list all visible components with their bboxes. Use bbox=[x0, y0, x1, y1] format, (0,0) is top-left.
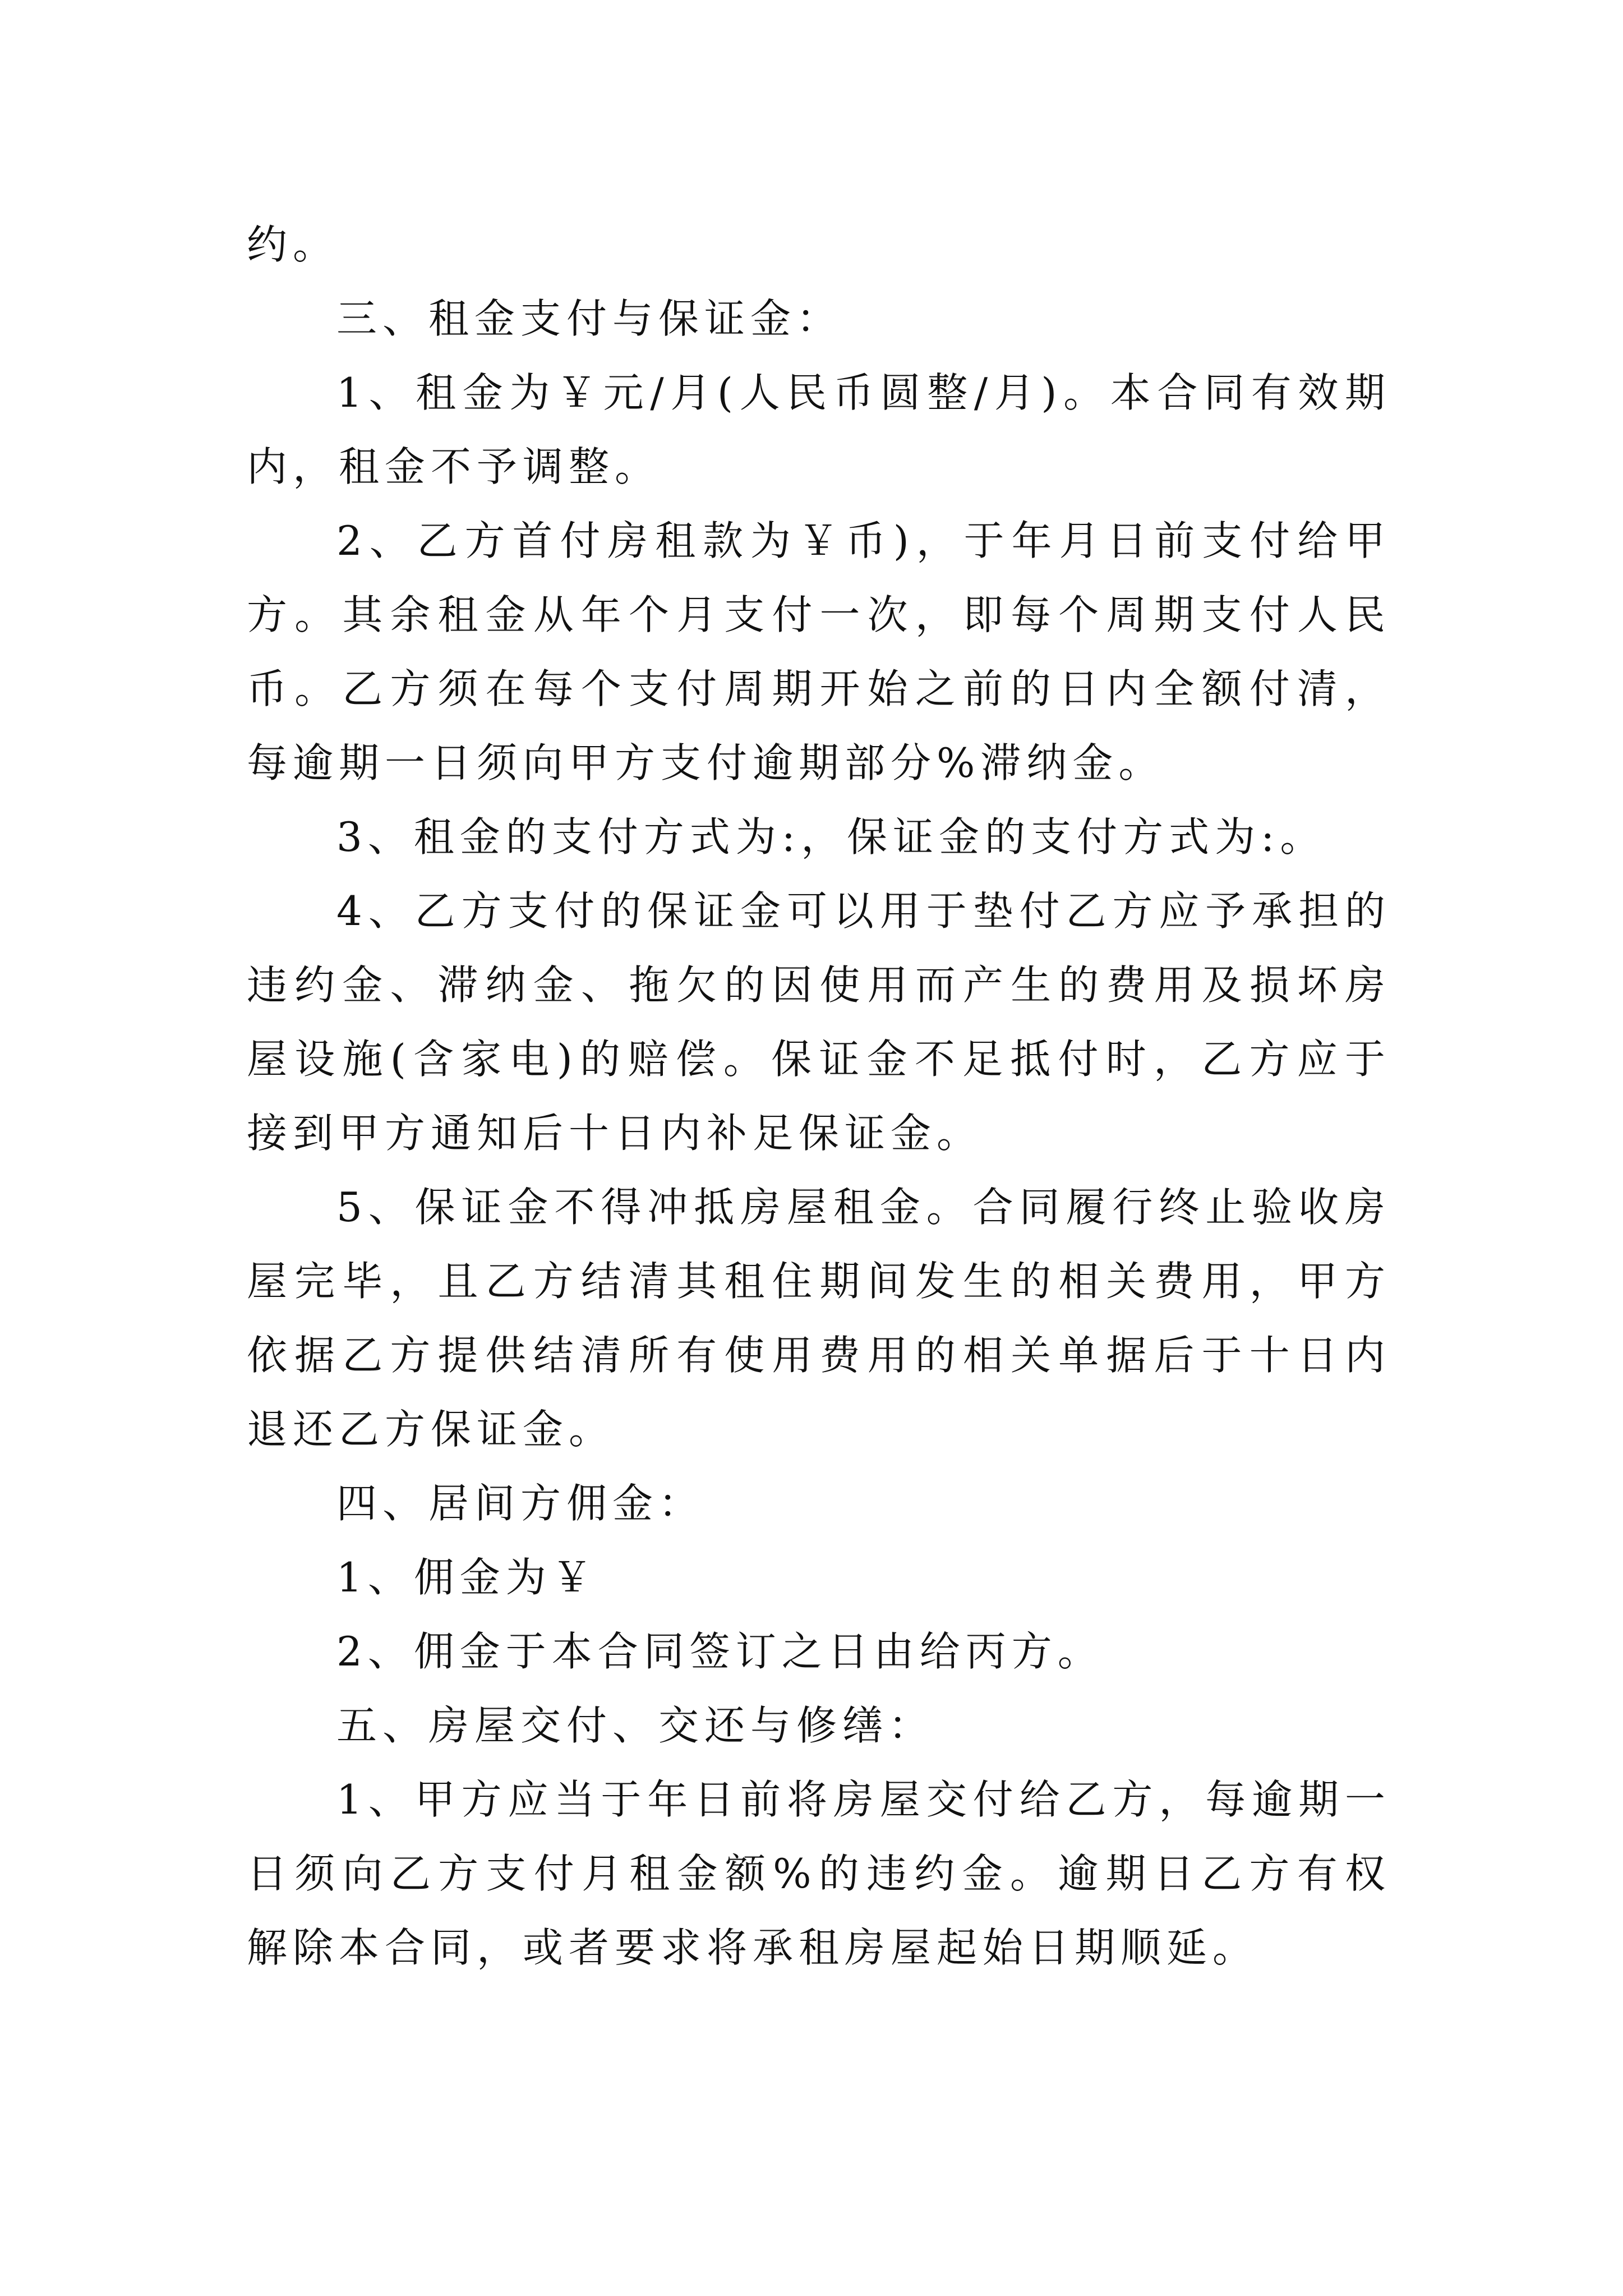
clause-commission-amount: 1、佣金为￥ bbox=[336, 1554, 598, 1601]
clause-handover-date: 1、甲方应当于年日前将房屋交付给乙方，每逾期一日须向乙方支付月租金额%的违约金。逾期日乙方有权解除本合同，或者要求将承租房屋起始日期顺延。 bbox=[247, 1776, 1391, 1971]
clause-commission-payment: 2、佣金于本合同签订之日由给丙方。 bbox=[336, 1628, 1104, 1675]
document-body bbox=[247, 208, 1391, 1985]
section-heading-rent-payment: 三、租金支付与保证金： bbox=[336, 295, 843, 342]
paragraph-continuation: 约。 bbox=[247, 221, 339, 268]
section-heading-commission: 四、居间方佣金： bbox=[336, 1480, 705, 1527]
clause-first-payment: 2、乙方首付房租款为￥币)，于年月日前支付给甲方。其余租金从年个月支付一次，即每个周期支付人民币。乙方须在每个支付周期开始之前的日内全额付清，每逾期一日须向甲方支付逾期部分%滞纳金。 bbox=[247, 517, 1391, 786]
clause-deposit-use: 4、乙方支付的保证金可以用于垫付乙方应予承担的违约金、滞纳金、拖欠的因使用而产生的费用及损坏房屋设施(含家电)的赔偿。保证金不足抵付时，乙方应于接到甲方通知后十日内补足保证金。 bbox=[247, 887, 1391, 1157]
clause-payment-method: 3、租金的支付方式为:，保证金的支付方式为:。 bbox=[336, 813, 1326, 861]
clause-rent-amount: 1、租金为￥元/月(人民币圆整/月)。本合同有效期内，租金不予调整。 bbox=[247, 369, 1391, 490]
clause-deposit-refund: 5、保证金不得冲抵房屋租金。合同履行终止验收房屋完毕，且乙方结清其租住期间发生的相关费用，甲方依据乙方提供结清所有使用费用的相关单据后于十日内退还乙方保证金。 bbox=[247, 1184, 1391, 1453]
section-heading-handover: 五、房屋交付、交还与修缮： bbox=[336, 1702, 935, 1749]
